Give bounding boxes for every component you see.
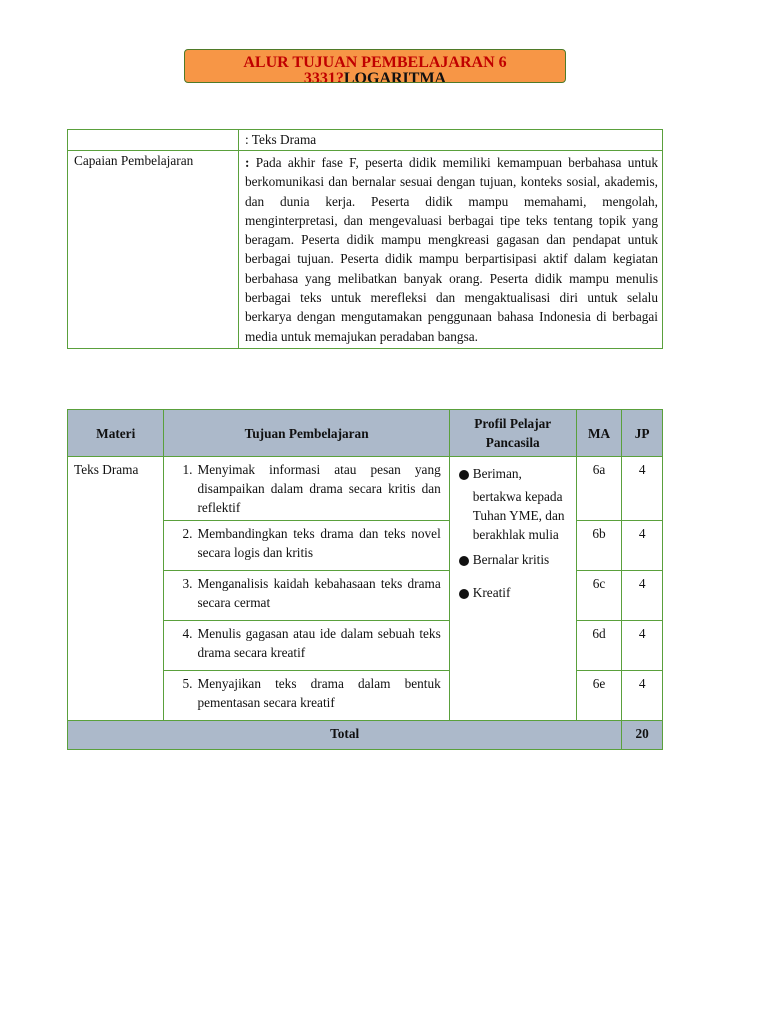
jp-cell: 4 xyxy=(622,621,663,671)
tujuan-cell xyxy=(164,671,449,721)
header-materi: Materi xyxy=(68,410,164,457)
header-jp: JP xyxy=(622,410,663,457)
capaian-row xyxy=(68,151,663,349)
profil-item xyxy=(456,550,570,569)
ma-cell: 6e xyxy=(576,671,622,721)
page-subtitle xyxy=(185,70,565,83)
bullet-icon xyxy=(459,556,469,566)
topic-label-cell xyxy=(68,130,239,151)
materi-cell: Teks Drama xyxy=(68,457,164,721)
total-row xyxy=(68,721,663,750)
topic-value-cell: : Teks Drama xyxy=(239,130,663,151)
tujuan-cell xyxy=(164,521,449,571)
capaian-label: Capaian Pembelajaran xyxy=(68,151,239,349)
jp-cell: 4 xyxy=(622,457,663,521)
tujuan-number: 3. xyxy=(182,576,193,591)
jp-cell: 4 xyxy=(622,521,663,571)
tujuan-table xyxy=(67,409,663,750)
profil-item xyxy=(456,583,570,602)
ma-cell: 6d xyxy=(576,621,622,671)
total-label: Total xyxy=(68,721,622,750)
profil-item xyxy=(456,464,570,483)
capaian-colon: : xyxy=(245,155,250,170)
profil-label: Beriman, xyxy=(472,466,522,481)
tujuan-cell xyxy=(164,571,449,621)
page-title-box xyxy=(184,49,566,83)
subtitle-number: 3331? xyxy=(303,70,344,83)
tujuan-text: Menyimak informasi atau pesan yang disampaikan dalam drama secara kritis dan reflektif xyxy=(197,462,441,515)
profil-label: Kreatif xyxy=(472,585,511,600)
bullet-icon xyxy=(459,589,469,599)
ma-cell: 6c xyxy=(576,571,622,621)
tujuan-cell xyxy=(164,621,449,671)
profil-cell xyxy=(449,457,576,721)
tujuan-text: Membandingkan teks drama dan teks novel secara logis dan kritis xyxy=(197,526,441,560)
header-tujuan: Tujuan Pembelajaran xyxy=(164,410,449,457)
jp-cell: 4 xyxy=(622,671,663,721)
jp-cell: 4 xyxy=(622,571,663,621)
ma-cell: 6a xyxy=(576,457,622,521)
capaian-text-cell xyxy=(239,151,663,349)
table-row xyxy=(68,457,663,521)
total-value: 20 xyxy=(622,721,663,750)
tujuan-number: 5. xyxy=(182,676,193,691)
header-profil: Profil Pelajar Pancasila xyxy=(449,410,576,457)
page-title: ALUR TUJUAN PEMBELAJARAN 6 xyxy=(243,54,507,71)
capaian-text: Pada akhir fase F, peserta didik memiliki kemampuan berbahasa untuk berkomunikasi dan bernalar sesuai dengan tujuan, konteks sosial, akademis, dan dunia kerja. Peserta didik mampu memahami, mengolah, menginterpretasi, dan mengevaluasi berbagai tipe teks tentang topik yang beragam. Peserta didik mampu mengkreasi gagasan dan pendapat untuk berbagai tujuan. Peserta didik mampu berpartisipasi aktif dalam kegiatan berbahasa yang melibatkan banyak orang. Peserta didik mampu menulis berbagai teks untuk merefleksi dan mengaktualisasi diri untuk selalu berkarya dengan mengutamakan penggunaan bahasa Indonesia di berbagai media untuk memajukan peradaban bangsa. xyxy=(245,155,658,344)
profil-continuation: bertakwa kepada Tuhan YME, dan berakhlak mulia xyxy=(472,489,565,542)
tujuan-number: 2. xyxy=(182,526,193,541)
info-table xyxy=(67,129,663,349)
ma-cell: 6b xyxy=(576,521,622,571)
tujuan-number: 1. xyxy=(182,462,193,477)
header-ma: MA xyxy=(576,410,622,457)
topic-row xyxy=(68,130,663,151)
tujuan-cell xyxy=(164,457,449,521)
table-header-row xyxy=(68,410,663,457)
tujuan-text: Menulis gagasan atau ide dalam sebuah teks drama secara kreatif xyxy=(197,626,441,660)
tujuan-text: Menyajikan teks drama dalam bentuk pementasan secara kreatif xyxy=(197,676,441,710)
bullet-icon xyxy=(459,470,469,480)
tujuan-number: 4. xyxy=(182,626,193,641)
tujuan-text: Menganalisis kaidah kebahasaan teks drama secara cermat xyxy=(197,576,441,610)
subtitle-text: LOGARITMA xyxy=(343,70,447,83)
profil-label: Bernalar kritis xyxy=(472,552,550,567)
